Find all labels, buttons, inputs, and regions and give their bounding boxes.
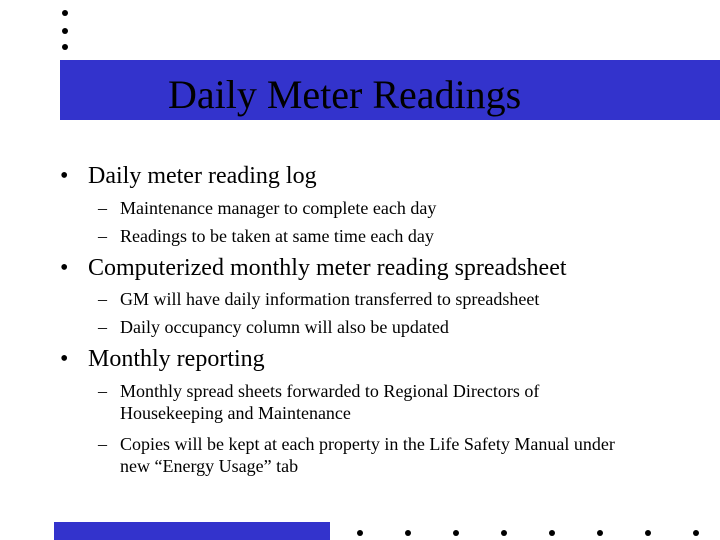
sub-item-text: GM will have daily information transferred to spreadsheet [120, 289, 540, 309]
decor-dot-bottom-2 [405, 530, 411, 536]
decor-dot-bottom-4 [501, 530, 507, 536]
dash-icon: – [98, 289, 107, 309]
sub-item-text: Readings to be taken at same time each day [120, 226, 434, 246]
section-heading-text: Monthly reporting [88, 346, 265, 372]
decor-dot-bottom-7 [645, 530, 651, 536]
sub-item-text: Copies will be kept at each property in the Life Safety Manual under new “Energy Usage” tab [120, 434, 615, 476]
decor-dot-bottom-8 [693, 530, 699, 536]
decor-dot-bottom-5 [549, 530, 555, 536]
decor-dot-bottom-6 [597, 530, 603, 536]
section-heading-text: Daily meter reading log [88, 163, 317, 189]
dash-icon: – [98, 381, 107, 401]
dash-icon: – [98, 434, 107, 454]
section-heading-text: Computerized monthly meter reading spreadsheet [88, 255, 567, 281]
bullet-icon: • [60, 255, 69, 281]
decor-dot-bottom-1 [357, 530, 363, 536]
dash-icon: – [98, 198, 107, 218]
bullet-icon: • [60, 163, 69, 189]
sub-item-text: Monthly spread sheets forwarded to Regional Directors of Housekeeping and Maintenance [120, 381, 540, 423]
decor-dot-bottom-3 [453, 530, 459, 536]
dash-icon: – [98, 317, 107, 337]
footer-bar [54, 522, 330, 540]
sub-item-text: Daily occupancy column will also be updated [120, 317, 449, 337]
bullet-icon: • [60, 346, 69, 372]
slide-title: Daily Meter Readings [168, 72, 522, 117]
dash-icon: – [98, 226, 107, 246]
sub-item-text: Maintenance manager to complete each day [120, 198, 437, 218]
